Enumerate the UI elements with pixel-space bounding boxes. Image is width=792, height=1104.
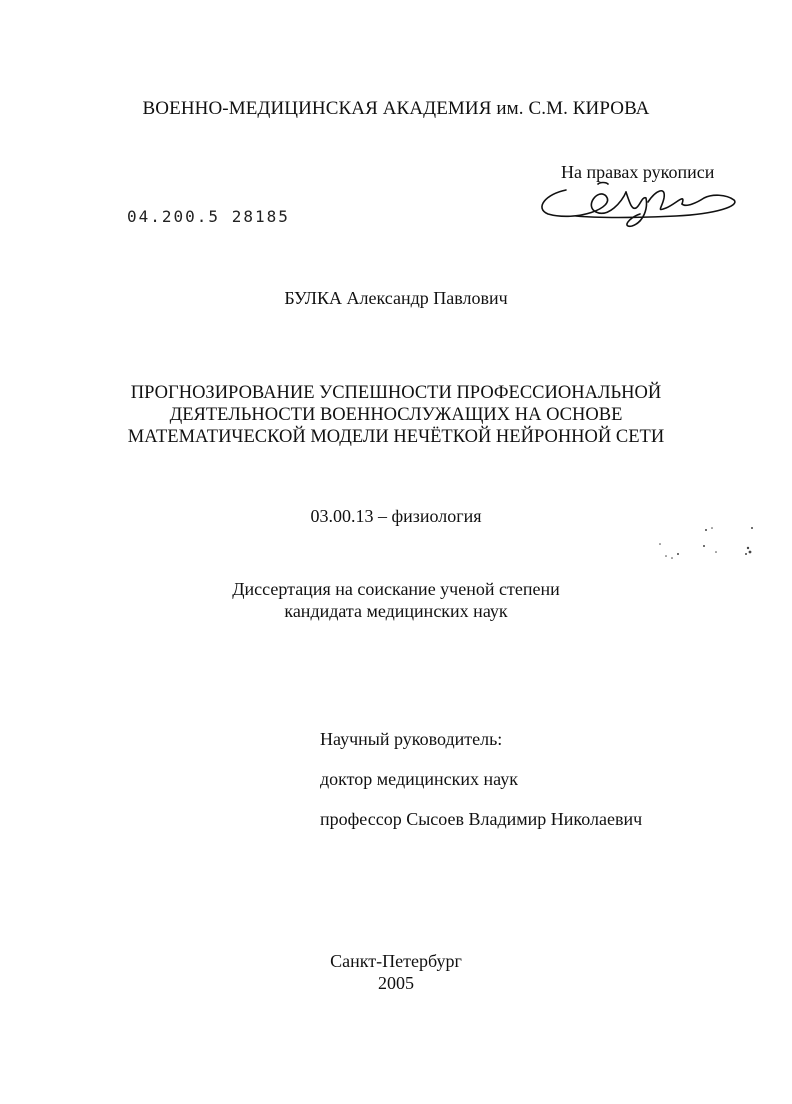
scan-noise-icon bbox=[656, 524, 760, 564]
dissertation-title bbox=[0, 382, 792, 448]
academy-name: ВОЕННО-МЕДИЦИНСКАЯ АКАДЕМИЯ им. С.М. КИРОВА bbox=[142, 98, 650, 119]
dissertation-degree bbox=[0, 578, 792, 622]
specialty-code: 03.00.13 – физиология bbox=[310, 506, 482, 526]
place-and-year bbox=[0, 950, 792, 994]
title-line: ДЕЯТЕЛЬНОСТИ ВОЕННОСЛУЖАЩИХ НА ОСНОВЕ bbox=[169, 405, 623, 425]
degree-line: кандидата медицинских наук bbox=[284, 601, 508, 621]
author-name: БУЛКА Александр Павлович bbox=[284, 288, 508, 308]
degree-line: Диссертация на соискание ученой степени bbox=[232, 579, 560, 599]
title-line: МАТЕМАТИЧЕСКОЙ МОДЕЛИ НЕЧЁТКОЙ НЕЙРОННОЙ СЕТИ bbox=[127, 427, 665, 447]
signature-icon bbox=[536, 178, 746, 234]
supervisor-degree: доктор медицинских наук bbox=[320, 769, 518, 789]
city: Санкт-Петербург bbox=[330, 951, 462, 971]
title-line: ПРОГНОЗИРОВАНИЕ УСПЕШНОСТИ ПРОФЕССИОНАЛЬНОЙ bbox=[130, 383, 662, 403]
supervisor-name: профессор Сысоев Владимир Николаевич bbox=[320, 809, 643, 829]
manuscript-rights-note: На правах рукописи bbox=[561, 162, 715, 182]
supervisor-label: Научный руководитель: bbox=[320, 729, 503, 749]
archive-stamp-number: 04.200.5 28185 bbox=[127, 207, 290, 226]
supervisor-block bbox=[320, 728, 642, 848]
year: 2005 bbox=[378, 973, 414, 993]
